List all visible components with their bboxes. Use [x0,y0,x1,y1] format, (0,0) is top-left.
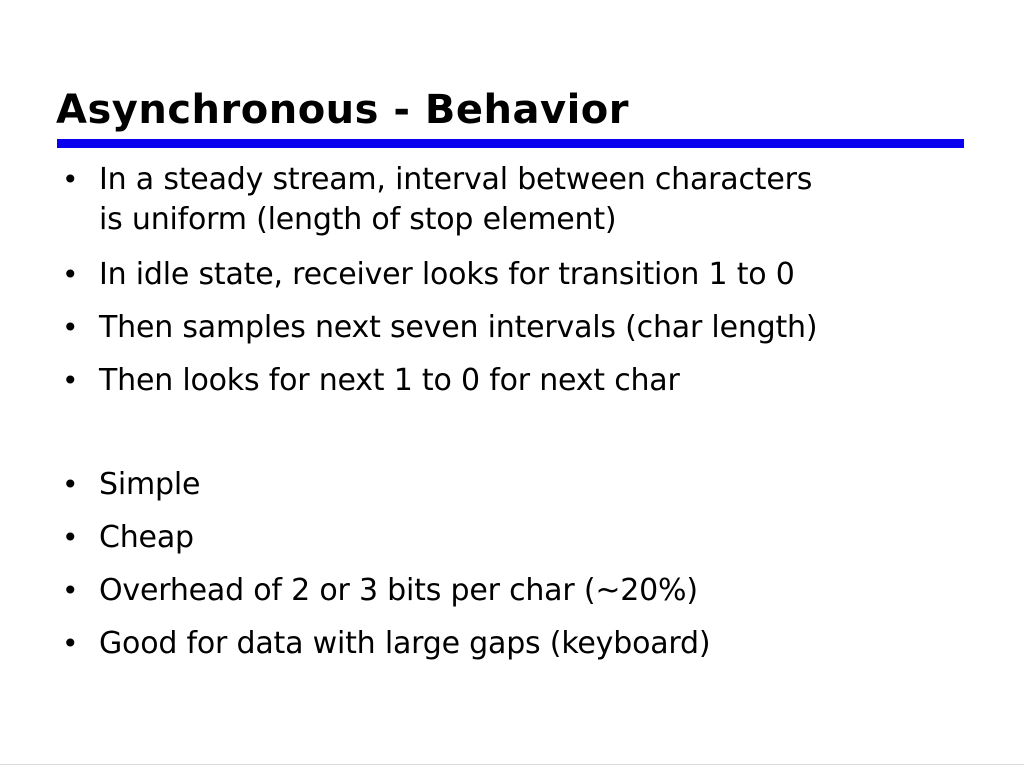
bullet-icon: • [62,163,79,196]
bullet-icon: • [62,364,79,397]
bullet-icon: • [62,521,79,554]
slide-title: Asynchronous - Behavior [56,87,629,133]
bullet-icon: • [62,311,79,344]
bullet-icon: • [62,574,79,607]
bullet-text-line: In a steady stream, interval between characters [99,162,813,197]
bullet-icon: • [62,258,79,291]
bullet-text: In idle state, receiver looks for transition 1 to 0 [99,257,795,292]
bullet-text: Then samples next seven intervals (char length) [99,310,818,345]
bullet-text: Cheap [99,520,194,555]
bullet-text: Then looks for next 1 to 0 for next char [99,363,680,398]
footer-divider [0,764,1024,765]
bullet-icon: • [62,468,79,501]
bullet-text [99,160,979,240]
bullet-text: Simple [99,467,201,502]
bullet-text: Overhead of 2 or 3 bits per char (~20%) [99,573,698,608]
bullet-text-line: is uniform (length of stop element) [99,202,617,237]
bullet-text: Good for data with large gaps (keyboard) [99,626,711,661]
bullet-icon: • [62,627,79,660]
